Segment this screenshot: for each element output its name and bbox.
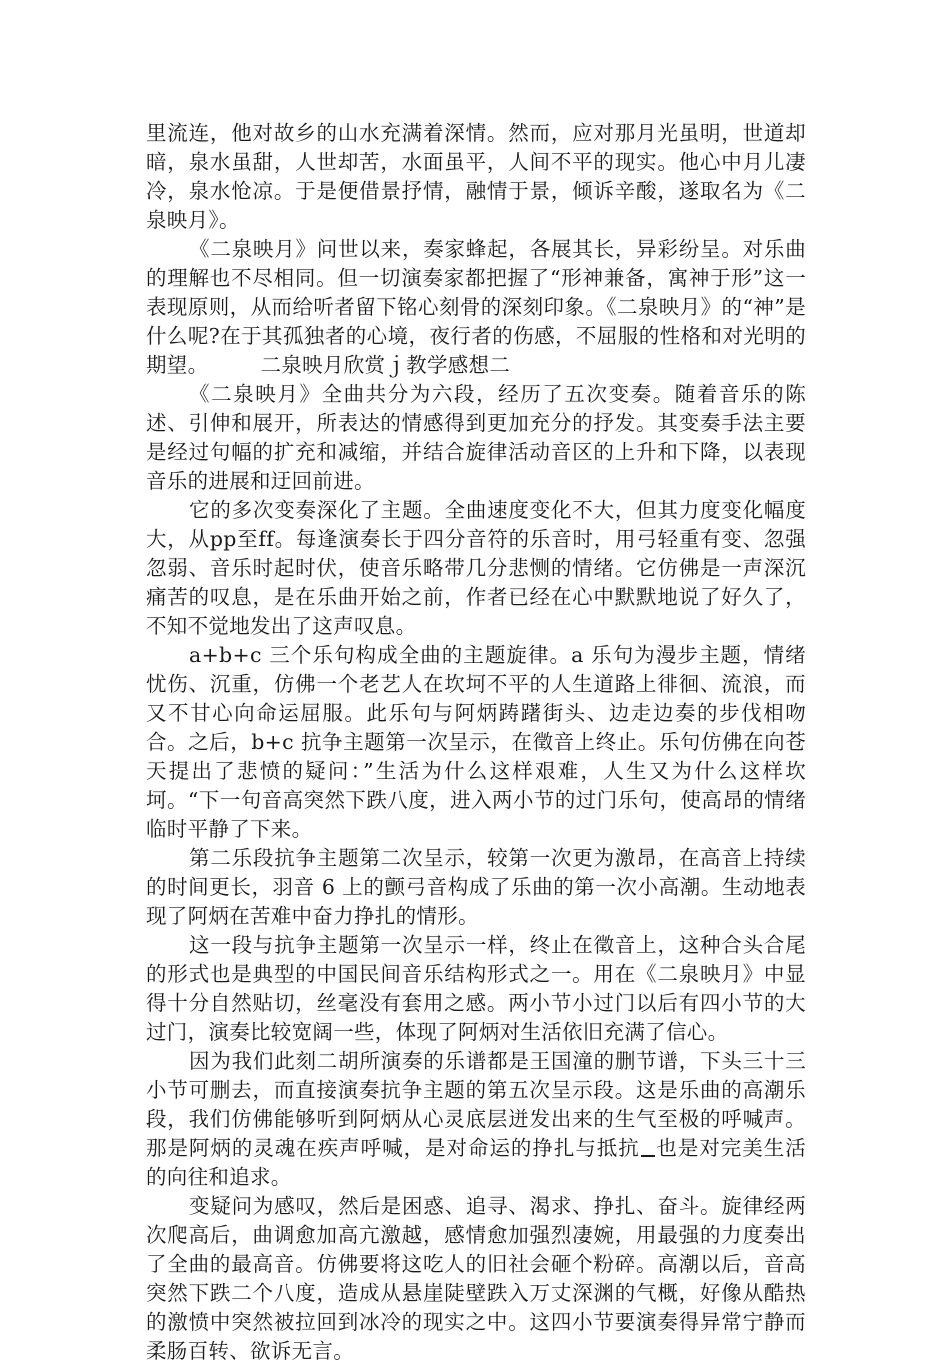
paragraph-8-tail: 也是对完美生活的向往和追求。 [146, 1136, 806, 1189]
paragraph-5: a+b+c 三个乐句构成全曲的主题旋律。a 乐句为漫步主题，情绪忧伤、沉重，仿佛一个老艺人在坎坷不平的人生道路上徘徊、流浪，而又不甘心向命运屈服。此乐句与阿炳踌躇街头、边走边奏的步伐相吻合。之后，b+c 抗争主题第一次呈示，在徵音上终止。乐句仿佛在向苍天提出了悲愤的疑问：”生活为什么这样艰难，人生又为什么这样坎坷。“下一句音高突然下跌八度，进入两小节的过门乐句，使高昂的情绪临时平静了下来。 [146, 643, 806, 841]
paragraph-7: 这一段与抗争主题第一次呈示一样，终止在徵音上，这种合头合尾的形式也是典型的中国民间音乐结构形式之一。用在《二泉映月》中显得十分自然贴切，丝毫没有套用之感。两小节小过门以后有四小节的大过门，演奏比较宽阔一些，体现了阿炳对生活依旧充满了信心。 [146, 933, 806, 1044]
paragraph-4: 它的多次变奏深化了主题。全曲速度变化不大，但其力度变化幅度大，从pp至ff。每逢演奏长于四分音符的乐音时，用弓轻重有变、忽强忽弱、音乐时起时伏，使音乐略带几分悲恻的情绪。它仿佛是一声深沉痛苦的叹息，是在乐曲开始之前，作者已经在心中默默地说了好久了，不知不觉地发出了这声叹息。 [146, 498, 806, 638]
paragraph-2-text: 《二泉映月》问世以来，奏家蜂起，各展其长，异彩纷呈。对乐曲的理解也不尽相同。但一切演奏家都把握了“形神兼备，寓神于形”这一表现原则，从而给听者留下铭心刻骨的深刻印象。《二泉映月》的“神”是什么呢?在于其孤独者的心境，夜行者的伤感，不屈服的性格和对光明的期望。 [146, 237, 806, 377]
paragraph-2 [146, 235, 806, 380]
paragraph-6: 第二乐段抗争主题第二次呈示，较第一次更为激昂，在高音上持续的时间更长，羽音 6 上的颤弓音构成了乐曲的第一次小高潮。生动地表现了阿炳在苦难中奋力挣扎的情形。 [146, 846, 806, 928]
paragraph-8-text: 因为我们此刻二胡所演奏的乐谱都是王国潼的删节谱，下头三十三小节可删去，而直接演奏抗争主题的第五次呈示段。这是乐曲的高潮乐段，我们仿佛能够听到阿炳从心灵底层迸发出来的生气至极的呼喊声。那是阿炳的灵魂在疾声呼喊，是对命运的挣扎与抵抗 [146, 1049, 806, 1160]
scan-artifact-mark [641, 1149, 655, 1157]
paragraph-1: 里流连，他对故乡的山水充满着深情。然而，应对那月光虽明，世道却暗，泉水虽甜，人世却苦，水面虽平，人间不平的现实。他心中月儿凄冷，泉水怆凉。于是便借景抒情，融情于景，倾诉辛酸，遂取名为《二泉映月》。 [146, 121, 806, 232]
paragraph-9: 变疑问为感叹，然后是困惑、追寻、渴求、挣扎、奋斗。旋律经两次爬高后，曲调愈加高亢激越，感情愈加强烈凄婉，用最强的力度奏出了全曲的最高音。仿佛要将这吃人的旧社会砸个粉碎。高潮以后，音高突然下跌二个八度，造成从悬崖陡壁跌入万丈深渊的气概，好像从酷热的激愤中突然被拉回到冰冷的现实之中。这四小节要演奏得异常宁静而柔肠百转、欲诉无言。 [146, 1194, 806, 1363]
paragraph-8 [146, 1047, 806, 1192]
section-heading-inline: 二泉映月欣赏ｊ教学感想二 [260, 353, 511, 377]
paragraph-3: 《二泉映月》全曲共分为六段，经历了五次变奏。随着音乐的陈述、引伸和展开，所表达的情感得到更加充分的抒发。其变奏手法主要是经过句幅的扩充和减缩，并结合旋律活动音区的上升和下降，以表现音乐的进展和迂回前进。 [146, 382, 806, 493]
document-page [146, 119, 806, 1366]
